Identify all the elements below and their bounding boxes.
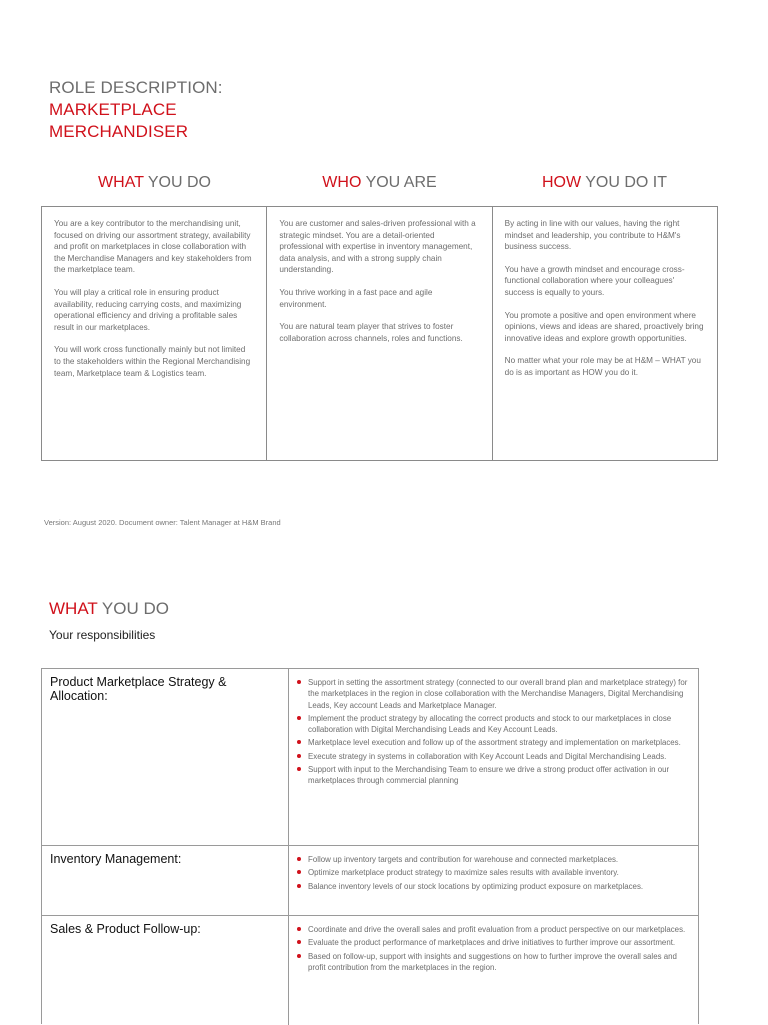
who-column bbox=[266, 207, 491, 460]
list-item bbox=[297, 737, 692, 748]
what-column-heading bbox=[42, 174, 267, 192]
list-item bbox=[297, 867, 692, 878]
bullet-icon bbox=[297, 940, 301, 944]
list-item-text: Marketplace level execution and follow up of the assortment strategy and implementation on marketplaces. bbox=[308, 738, 681, 748]
who-paragraph: You are natural team player that strives to foster collaboration across channels, roles and functions. bbox=[279, 322, 463, 343]
who-paragraph: You are customer and sales-driven professional with a strategic mindset. You are a detail-oriented professional with expertise in inventory management, data analysis, and with a strong supply chain understanding. bbox=[279, 219, 476, 275]
responsibility-list bbox=[289, 846, 698, 915]
how-paragraph: No matter what your role may be at H&M – WHAT you do is as important as HOW you do it. bbox=[504, 356, 701, 377]
responsibility-area-label: Product Marketplace Strategy & Allocation: bbox=[42, 669, 289, 845]
list-item bbox=[297, 951, 692, 974]
list-item bbox=[297, 924, 692, 935]
what-section-heading-rest: YOU DO bbox=[97, 599, 169, 618]
role-columns-table bbox=[41, 206, 718, 461]
bullet-icon bbox=[297, 716, 301, 720]
responsibilities-table bbox=[41, 668, 699, 1024]
what-section-heading-red: WHAT bbox=[49, 599, 98, 618]
what-section-heading bbox=[49, 599, 169, 619]
bullet-icon bbox=[297, 954, 301, 958]
version-note: Version: August 2020. Document owner: Talent Manager at H&M Brand bbox=[44, 518, 281, 527]
list-item-text: Execute strategy in systems in collaboration with Key Account Leads and Digital Merchandising Leads. bbox=[308, 751, 667, 761]
list-item-text: Evaluate the product performance of marketplaces and drive initiatives to further improve our assortment. bbox=[308, 938, 676, 948]
how-column bbox=[492, 207, 717, 460]
list-item-text: Support in setting the assortment strategy (connected to our overall brand plan and marketplace strategy) for the marketplaces in the region in close collaboration with the Merchandise Managers, Digital Merchandising Leads, Key account Leads and Marketplace Manager. bbox=[308, 678, 688, 710]
table-row bbox=[42, 916, 698, 1025]
who-paragraph: You thrive working in a fast pace and agile environment. bbox=[279, 287, 433, 309]
what-paragraph: You are a key contributor to the merchandising unit, focused on driving our assortment strategy, availability and profit on marketplaces in close collaboration with the Merchandise Managers and key stakeholders from the marketplace team. bbox=[54, 219, 252, 275]
list-item-text: Optimize marketplace product strategy to maximize sales results with available inventory. bbox=[308, 868, 619, 878]
list-item-text: Balance inventory levels of our stock locations by optimizing product exposure on marketplaces. bbox=[308, 881, 644, 891]
list-item bbox=[297, 751, 692, 762]
list-item bbox=[297, 937, 692, 948]
list-item-text: Implement the product strategy by allocating the correct products and stock to our marketplaces in close collaboration with Digital Merchandising Leads and Key Account Leads. bbox=[308, 713, 672, 735]
list-item-text: Coordinate and drive the overall sales and profit evaluation from a product perspective on our marketplaces. bbox=[308, 925, 686, 934]
what-paragraph: You will work cross functionally mainly but not limited to the stakeholders within the Regional Merchandising team, Marketplace team & Logistics team. bbox=[54, 345, 251, 378]
list-item-text: Based on follow-up, support with insights and suggestions on how to further improve the overall sales and profit contribution from the marketplaces in the region. bbox=[308, 951, 677, 972]
how-heading-rest: YOU DO IT bbox=[581, 174, 668, 191]
list-item bbox=[297, 854, 692, 865]
what-column bbox=[42, 207, 266, 460]
bullet-icon bbox=[297, 870, 301, 874]
list-item bbox=[297, 713, 692, 736]
list-item bbox=[297, 881, 692, 892]
responsibility-area-label: Inventory Management: bbox=[42, 846, 289, 915]
bullet-icon bbox=[297, 740, 301, 744]
list-item-text: Follow up inventory targets and contribution for warehouse and connected marketplaces. bbox=[308, 855, 619, 864]
who-heading-rest: YOU ARE bbox=[361, 174, 437, 191]
role-label: ROLE DESCRIPTION: bbox=[49, 78, 223, 97]
how-paragraph: By acting in line with our values, having the right mindset and leadership, you contribute to H&M's business success. bbox=[504, 219, 681, 252]
role-title bbox=[49, 77, 223, 143]
role-title-line2: MERCHANDISER bbox=[49, 122, 189, 141]
bullet-icon bbox=[297, 884, 301, 888]
responsibility-list bbox=[289, 669, 698, 845]
list-item bbox=[297, 677, 692, 711]
responsibilities-subtitle: Your responsibilities bbox=[49, 628, 156, 642]
how-heading-red: HOW bbox=[541, 174, 582, 191]
bullet-icon bbox=[297, 767, 301, 771]
list-item-text: Support with input to the Merchandising Team to ensure we drive a strong product offer activation in our marketplaces through commercial planning bbox=[308, 765, 670, 786]
bullet-icon bbox=[297, 927, 301, 931]
who-heading-red: WHO bbox=[322, 174, 362, 191]
what-paragraph: You will play a critical role in ensuring product availability, reducing carrying costs, and maximizing operational efficiency and driving a profitable sales result in our marketplaces. bbox=[54, 287, 242, 332]
table-row bbox=[42, 669, 698, 846]
responsibility-list bbox=[289, 916, 698, 1025]
responsibility-area-label: Sales & Product Follow-up: bbox=[42, 916, 289, 1025]
bullet-icon bbox=[297, 857, 301, 861]
what-heading-red: WHAT bbox=[98, 174, 144, 191]
how-paragraph: You have a growth mindset and encourage cross-functional collaboration where your colleagues' success is equally to yours. bbox=[504, 264, 685, 297]
what-heading-rest: YOU DO bbox=[143, 174, 211, 191]
how-paragraph: You promote a positive and open environment where opinions, views and ideas are shared, proactively bring innovative ideas and explore growth opportunities. bbox=[504, 310, 704, 343]
table-row bbox=[42, 846, 698, 916]
role-title-line1: MARKETPLACE bbox=[49, 100, 177, 119]
bullet-icon bbox=[297, 680, 301, 684]
who-column-heading bbox=[267, 174, 492, 192]
list-item bbox=[297, 764, 692, 787]
how-column-heading bbox=[492, 174, 717, 192]
bullet-icon bbox=[297, 754, 301, 758]
